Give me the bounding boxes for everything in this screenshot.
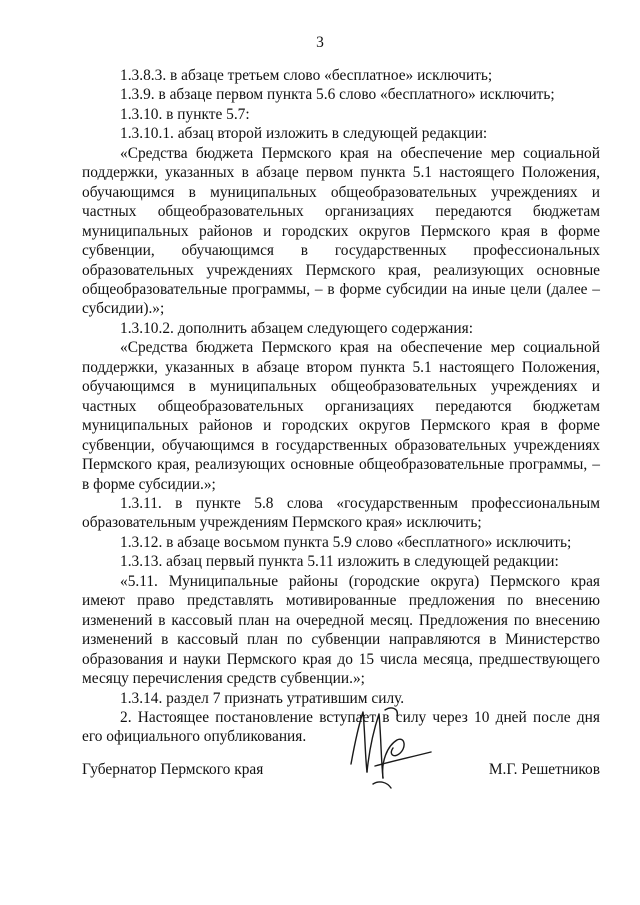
page-number: 3 <box>316 34 324 51</box>
signatory-name: М.Г. Решетников <box>488 761 600 778</box>
paragraph-1-3-14: 1.3.14. раздел 7 признать утратившим силу. <box>120 689 405 707</box>
paragraph-1-3-9: 1.3.9. в абзаце первом пункта 5.6 слово «бесплатного» исключить; <box>120 86 555 104</box>
quoted-paragraph-5-11: «5.11. Муниципальные районы (городские округа) Пермского края имеют право представлять мотивированные предложения по внесению изменений в кассовый план на очередной месяц. Предложения по внесению изменений в кассовый план по субвенции направляются в Министерство образования и науки Пермского края до 15 числа месяца, предшествующего месяцу перечисления средств субвенции.»; <box>82 572 600 688</box>
document-body <box>82 66 600 747</box>
quoted-paragraph-subvention: «Средства бюджета Пермского края на обеспечение мер социальной поддержки, указанных в абзаце первом пункта 5.1 настоящего Положения, обучающимся в муниципальных общеобразовательных учреждениях и частных общеобразовательных организациях передаются бюджетам муниципальных районов и городских округов Пермского края в форме субвенции, обучающимся в государственных профессиональных образовательных учреждениях Пермского края, реализующих основные общеобразовательные программы, – в форме субсидии на иные цели (далее – субсидии).»; <box>82 144 600 318</box>
handwritten-signature <box>345 702 435 792</box>
quoted-paragraph-subsidy: «Средства бюджета Пермского края на обеспечение мер социальной поддержки, указанных в абзаце втором пункта 5.1 настоящего Положения, обучающимся в муниципальных общеобразовательных учреждениях и частных общеобразовательных организациях передаются бюджетам муниципальных районов и городских округов Пермского края в форме субвенции, обучающимся в государственных образовательных учреждениях Пермского края, реализующих основные общеобразовательные программы, – в форме субсидии.»; <box>82 339 600 493</box>
paragraph-1-3-10-2: 1.3.10.2. дополнить абзацем следующего содержания: <box>120 319 473 337</box>
paragraph-1-3-8-3: 1.3.8.3. в абзаце третьем слово «бесплатное» исключить; <box>120 67 493 84</box>
paragraph-1-3-12: 1.3.12. в абзаце восьмом пункта 5.9 слово «бесплатного» исключить; <box>120 533 572 551</box>
paragraph-1-3-10-1: 1.3.10.1. абзац второй изложить в следующей редакции: <box>120 125 488 143</box>
paragraph-2-effective-date: 2. Настоящее постановление вступает в силу через 10 дней после дня его официального опубликования. <box>82 708 600 746</box>
signatory-title: Губернатор Пермского края <box>82 761 264 778</box>
paragraph-1-3-13: 1.3.13. абзац первый пункта 5.11 изложить в следующей редакции: <box>120 553 559 571</box>
paragraph-1-3-11: 1.3.11. в пункте 5.8 слова «государственным профессиональным образовательным учреждениям Пермского края» исключить; <box>82 494 600 532</box>
paragraph-1-3-10: 1.3.10. в пункте 5.7: <box>120 105 250 123</box>
